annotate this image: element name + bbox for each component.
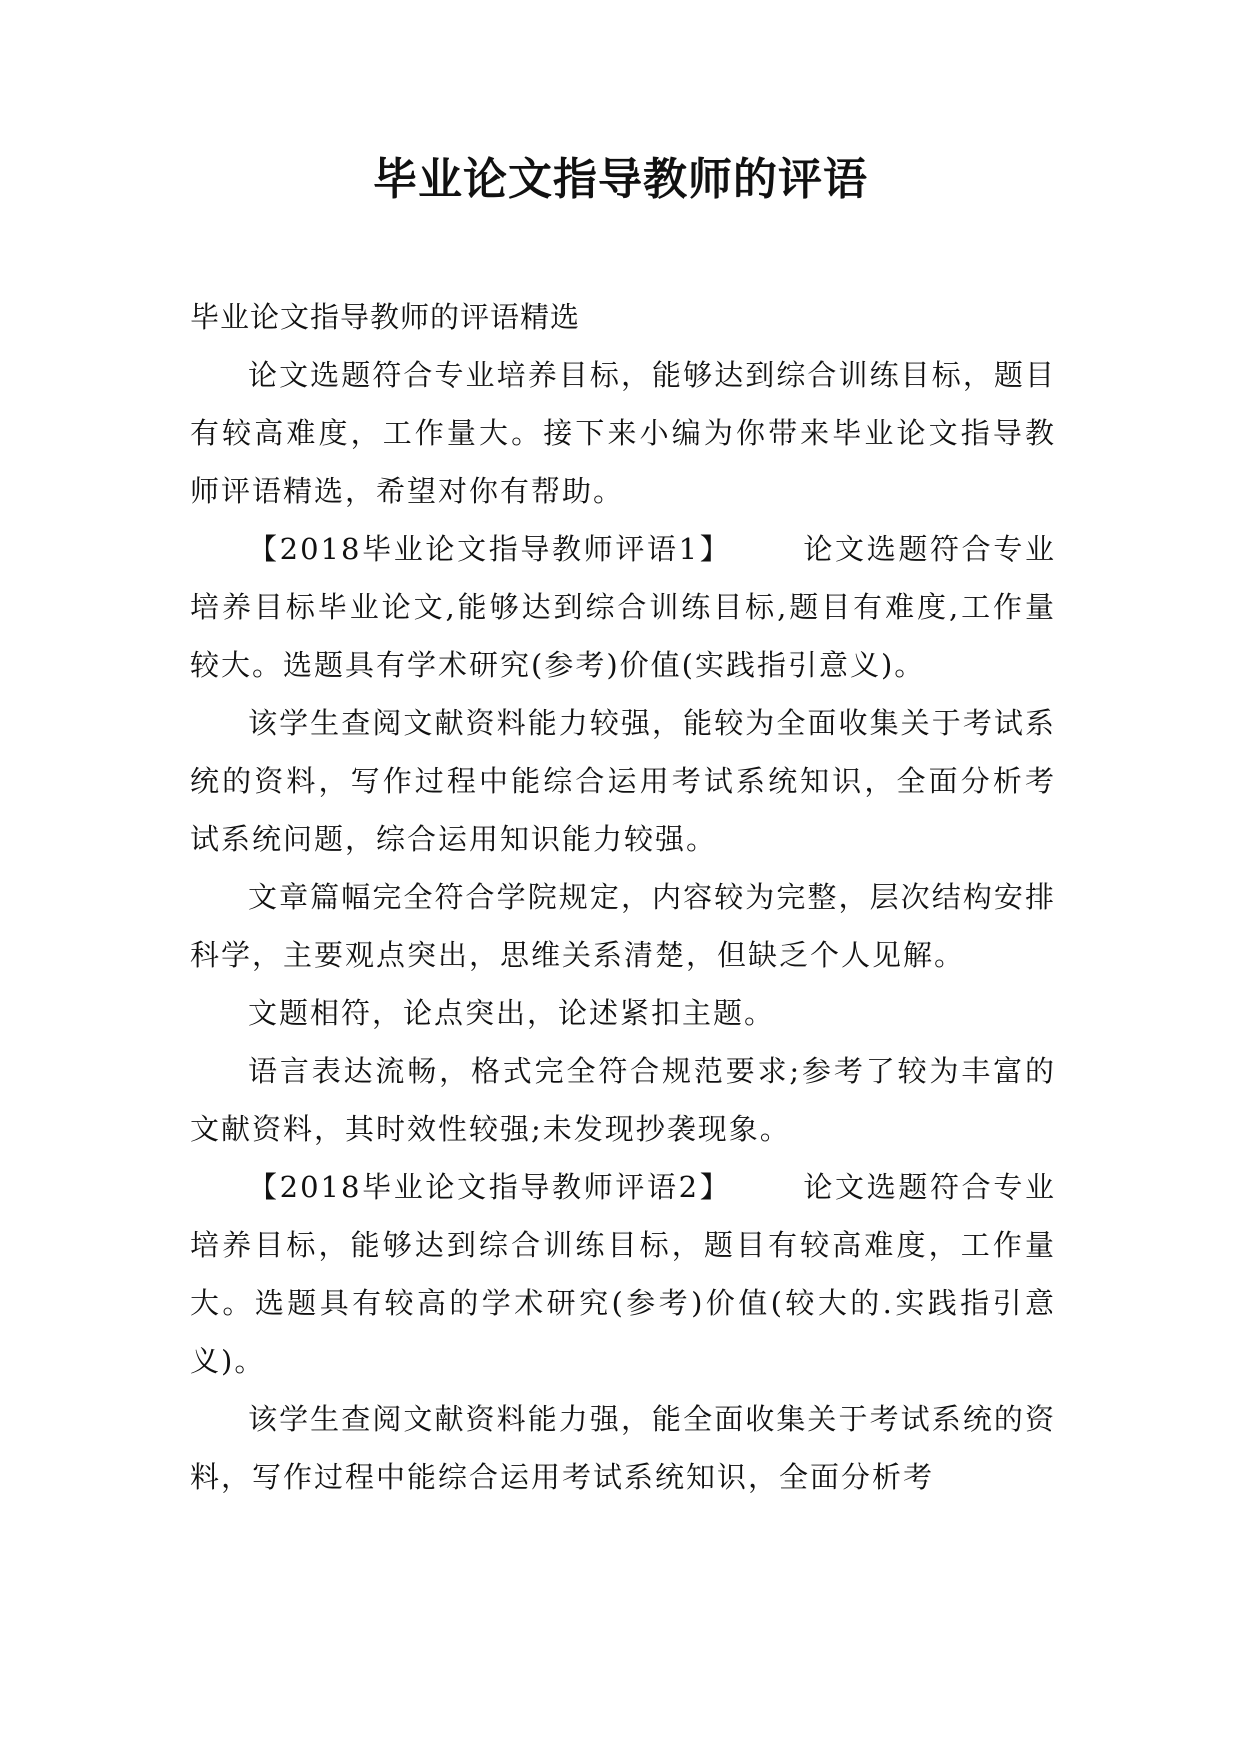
- paragraph-text: 该学生查阅文献资料能力强，能全面收集关于考试系统的资料，写作过程中能综合运用考试系统知识，全面分析考: [190, 1402, 1056, 1494]
- paragraph-text: 文章篇幅完全符合学院规定，内容较为完整，层次结构安排科学，主要观点突出，思维关系清楚，但缺乏个人见解。: [190, 880, 1056, 972]
- document-subtitle: 毕业论文指导教师的评语精选: [190, 300, 581, 334]
- document-body: [190, 288, 1056, 1506]
- comment-heading-2: 【2018毕业论文指导教师评语2】: [248, 1170, 732, 1204]
- paragraph-research-ability: [190, 694, 1056, 868]
- paragraph-text: 文题相符，论点突出，论述紧扣主题。: [248, 996, 776, 1030]
- paragraph-text: 论文选题符合专业培养目标，能够达到综合训练目标，题目有较高难度，工作量大。接下来小编为你带来毕业论文指导教师评语精选，希望对你有帮助。: [190, 358, 1056, 508]
- paragraph-text: 论文选题符合专业培养目标毕业论文,能够达到综合训练目标,题目有难度,工作量较大。选题具有学术研究(参考)价值(实践指引意义)。: [190, 532, 1056, 682]
- paragraph-comment-2: [190, 1158, 1056, 1390]
- paragraph-topic: [190, 984, 1056, 1042]
- paragraph-structure: [190, 868, 1056, 984]
- paragraph-language: [190, 1042, 1056, 1158]
- document-title: 毕业论文指导教师的评语: [373, 154, 868, 205]
- paragraph-text: 论文选题符合专业培养目标，能够达到综合训练目标，题目有较高难度，工作量大。选题具有较高的学术研究(参考)价值(较大的.实践指引意义)。: [190, 1170, 1056, 1378]
- paragraph-comment-1: [190, 520, 1056, 694]
- paragraph-text: 语言表达流畅，格式完全符合规范要求;参考了较为丰富的文献资料，其时效性较强;未发现抄袭现象。: [190, 1054, 1056, 1146]
- paragraph-research-ability-2: [190, 1390, 1056, 1506]
- paragraph-text: 该学生查阅文献资料能力较强，能较为全面收集关于考试系统的资料，写作过程中能综合运用考试系统知识，全面分析考试系统问题，综合运用知识能力较强。: [190, 706, 1056, 856]
- comment-heading-1: 【2018毕业论文指导教师评语1】: [248, 532, 732, 566]
- paragraph-intro: [190, 346, 1056, 520]
